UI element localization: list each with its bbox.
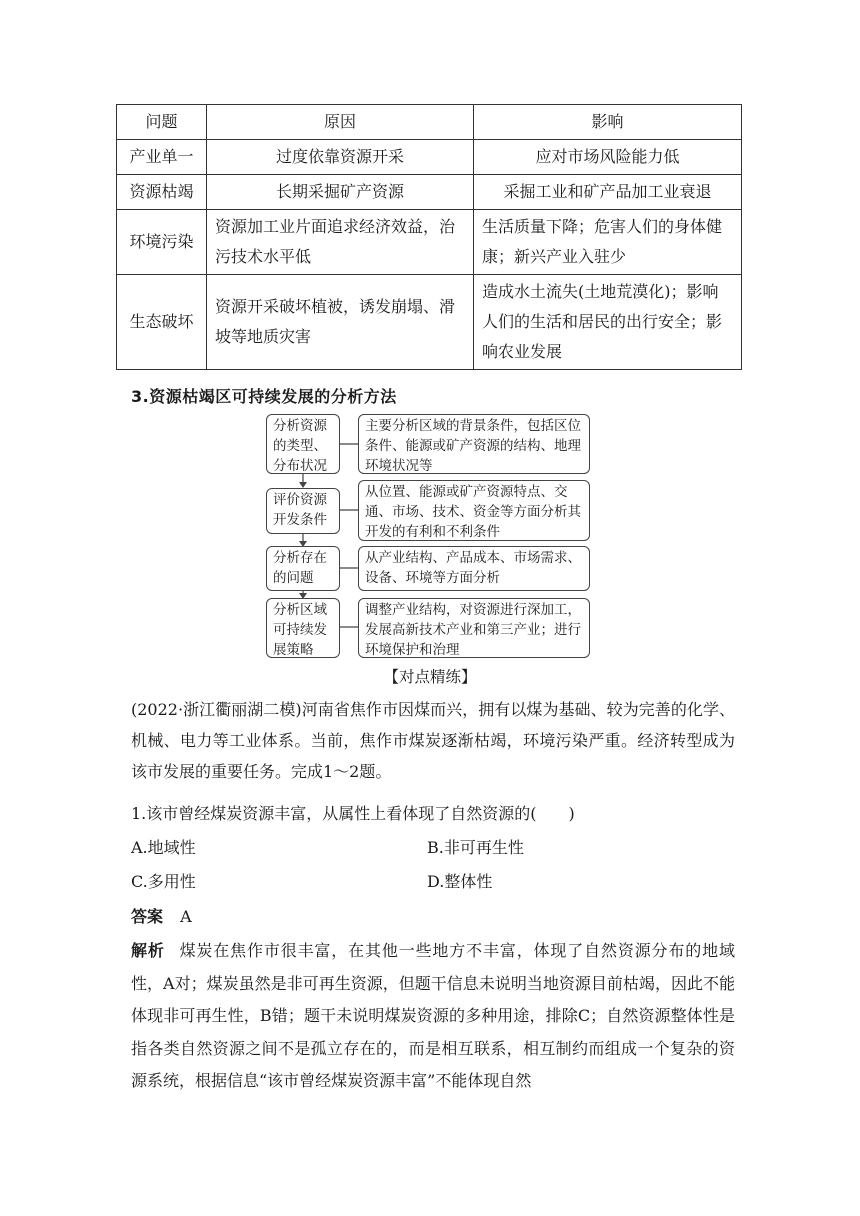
section-heading: 3.资源枯竭区可持续发展的分析方法 (131, 387, 397, 406)
table-cell-impact: 采掘工业和矿产品加工业衰退 (474, 175, 742, 210)
flow-step-detail: 主要分析区域的背景条件，包括区位条件、能源或矿产资源的结构、地理环境状况等 (358, 414, 590, 474)
table-header: 影响 (474, 105, 742, 140)
practice-title: 【对点精练】 (383, 668, 477, 686)
analysis-text: 煤炭在焦作市很丰富，在其他一些地方不丰富，体现了自然资源分布的地域性，A对；煤炭虽然是非可再生资源，但题干信息未说明当地资源目前枯竭，因此不能体现非可再生性，B错；题干未说明煤炭资源的多种用途，排除C；自然资源整体性是指各类自然资源之间不是孤立存在的，而是相互联系，相互制约而组成一个复杂的资源系统，根据信息“该市曾经煤炭资源丰富”不能体现自然 (131, 941, 735, 1090)
table-cell-impact: 生活质量下降；危害人们的身体健康；新兴产业入驻少 (474, 210, 742, 275)
intro-paragraph: (2022·浙江衢丽湖二模)河南省焦作市因煤而兴，拥有以煤为基础、较为完善的化学、机械、电力等工业体系。当前，焦作市煤炭逐渐枯竭，环境污染严重。经济转型成为该市发展的重要任务。完成1～2题。 (131, 700, 735, 781)
table-cell-problem: 资源枯竭 (117, 175, 207, 210)
table-row (117, 275, 742, 370)
flow-step-label: 分析资源的类型、分布状况 (266, 414, 340, 474)
table-cell-problem: 生态破坏 (117, 275, 207, 370)
table-row (117, 210, 742, 275)
table-row (117, 175, 742, 210)
table-cell-problem: 环境污染 (117, 210, 207, 275)
option-b: B.非可再生性 (427, 838, 524, 857)
table-cell-cause: 过度依靠资源开采 (207, 140, 474, 175)
table-cell-cause: 资源加工业片面追求经济效益，治污技术水平低 (207, 210, 474, 275)
flow-step-detail: 从产业结构、产品成本、市场需求、设备、环境等方面分析 (358, 546, 590, 591)
problem-table (116, 104, 742, 370)
table-row (117, 140, 742, 175)
answer-label: 答案 (131, 907, 164, 926)
option-d: D.整体性 (427, 872, 493, 891)
table-cell-impact: 应对市场风险能力低 (474, 140, 742, 175)
question-stem: 1.该市曾经煤炭资源丰富，从属性上看体现了自然资源的( ) (131, 804, 575, 823)
option-c: C.多用性 (131, 872, 196, 891)
flow-step-label: 分析存在的问题 (266, 546, 340, 591)
option-a: A.地域性 (131, 838, 196, 857)
analysis-paragraph (131, 935, 735, 1098)
answer-line (131, 901, 192, 932)
table-cell-cause: 长期采掘矿产资源 (207, 175, 474, 210)
table-header: 原因 (207, 105, 474, 140)
flow-step-label: 分析区域可持续发展策略 (266, 598, 340, 658)
flow-step-detail: 调整产业结构，对资源进行深加工，发展高新技术产业和第三产业；进行环境保护和治理 (358, 598, 590, 658)
flow-step-detail: 从位置、能源或矿产资源特点、交通、市场、技术、资金等方面分析其开发的有利和不利条件 (358, 480, 590, 541)
answer-value: A (180, 907, 192, 926)
table-cell-cause: 资源开采破坏植被，诱发崩塌、滑坡等地质灾害 (207, 275, 474, 370)
analysis-label: 解析 (131, 941, 165, 960)
table-cell-impact: 造成水土流失(土地荒漠化)；影响人们的生活和居民的出行安全；影响农业发展 (474, 275, 742, 370)
table-header-row (117, 105, 742, 140)
table-cell-problem: 产业单一 (117, 140, 207, 175)
table-header: 问题 (117, 105, 207, 140)
flow-step-label: 评价资源开发条件 (266, 488, 340, 534)
